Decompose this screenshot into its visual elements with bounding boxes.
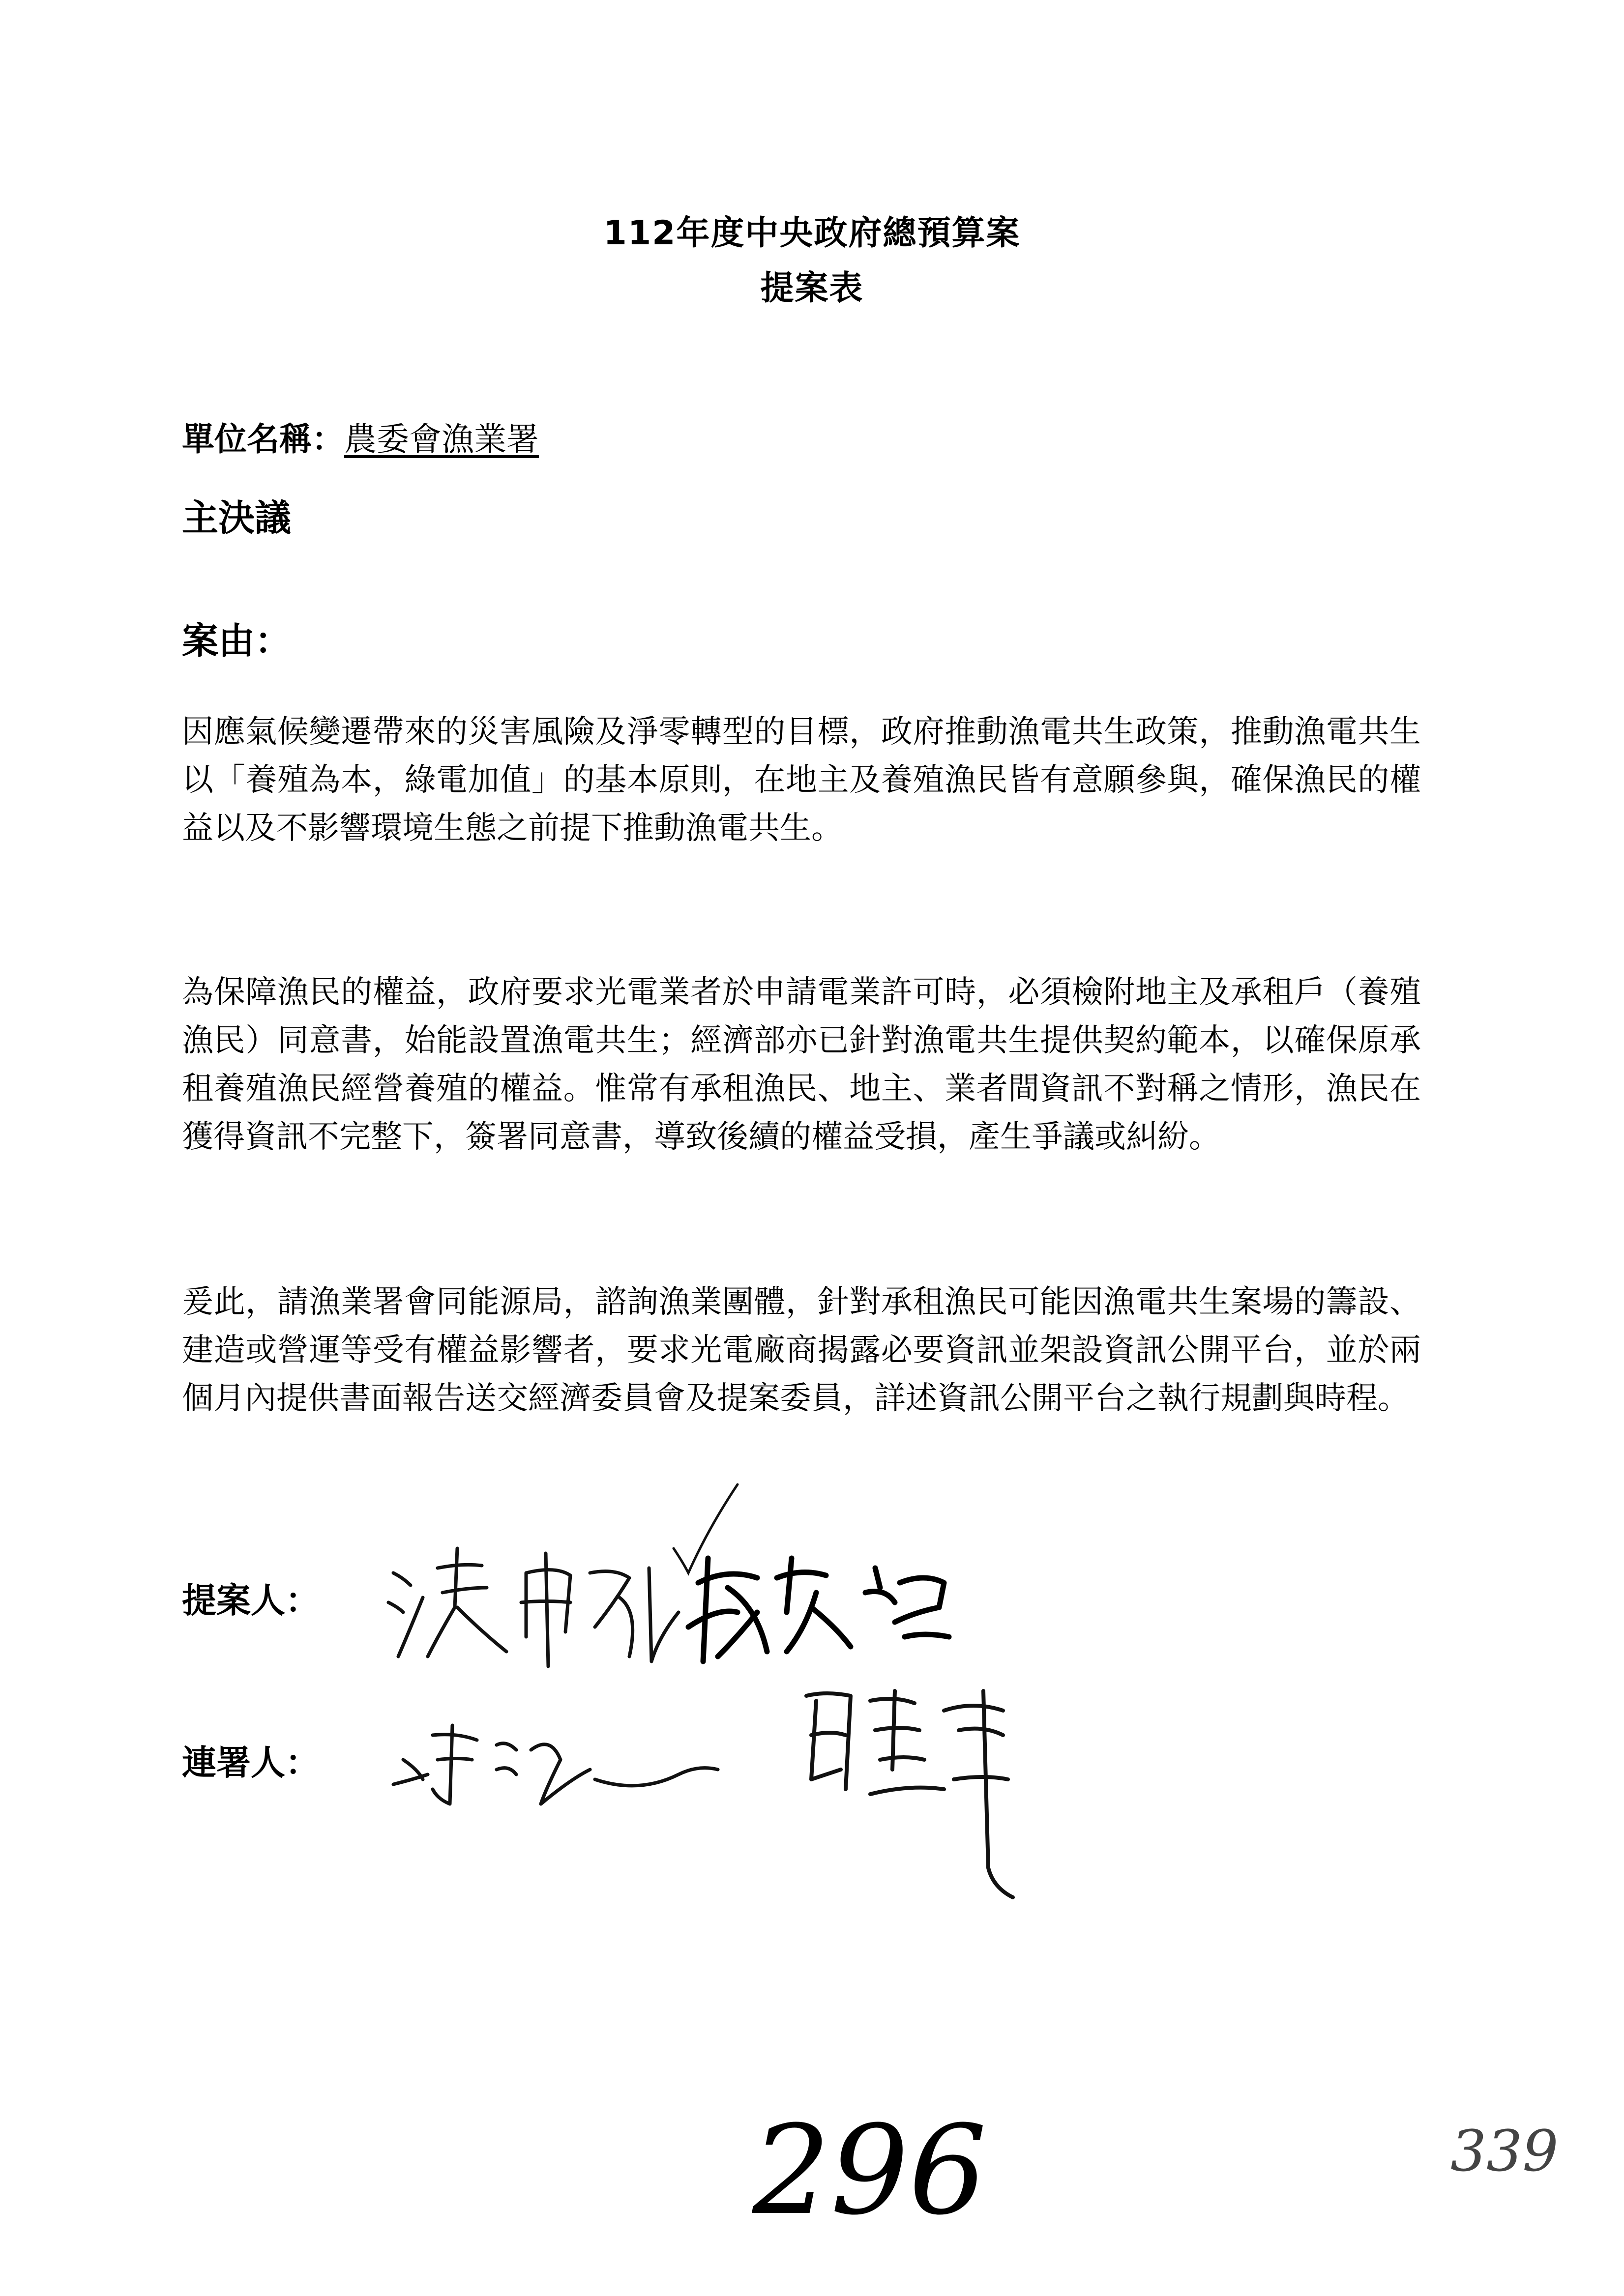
cosigner-label: 連署人： [182, 1743, 320, 1783]
side-page-number: 339 [1450, 2119, 1559, 2184]
paragraph-1: 因應氣候變遷帶來的災害風險及淨零轉型的目標，政府推動漁電共生政策，推動漁電共生以「養殖為本，綠電加值」的基本原則，在地主及養殖漁民皆有意願參與，確保漁民的權益以及不影響環境生態之前提下推動漁電共生。 [182, 714, 1421, 846]
reason-heading: 案由： [182, 620, 291, 662]
page-number: 296 [752, 2099, 987, 2242]
cosigner-signature-1 [384, 1706, 728, 1814]
resolution-type: 主決議 [182, 497, 291, 539]
unit-name-label: 單位名稱： [182, 420, 344, 458]
proposer-signature [384, 1539, 974, 1676]
unit-name-row [182, 413, 539, 460]
document-title: 112年度中央政府總預算案 [603, 214, 1021, 253]
cosigner-signature-2 [797, 1681, 1072, 1907]
unit-name-value: 農委會漁業署 [344, 420, 539, 458]
paragraph-2: 為保障漁民的權益，政府要求光電業者於申請電業許可時，必須檢附地主及承租戶（養殖漁民）同意書，始能設置漁電共生；經濟部亦已針對漁電共生提供契約範本，以確保原承租養殖漁民經營養殖的權益。惟常有承租漁民、地主、業者間資訊不對稱之情形，漁民在獲得資訊不完整下，簽署同意書，導致後續的權益受損，產生爭議或糾紛。 [182, 974, 1421, 1155]
document-subtitle: 提案表 [760, 269, 864, 308]
paragraph-3: 爰此，請漁業署會同能源局，諮詢漁業團體，針對承租漁民可能因漁電共生案場的籌設、建造或營運等受有權益影響者，要求光電廠商揭露必要資訊並架設資訊公開平台，並於兩個月內提供書面報告送交經濟委員會及提案委員，詳述資訊公開平台之執行規劃與時程。 [182, 1284, 1421, 1417]
proposer-label: 提案人： [182, 1580, 320, 1621]
